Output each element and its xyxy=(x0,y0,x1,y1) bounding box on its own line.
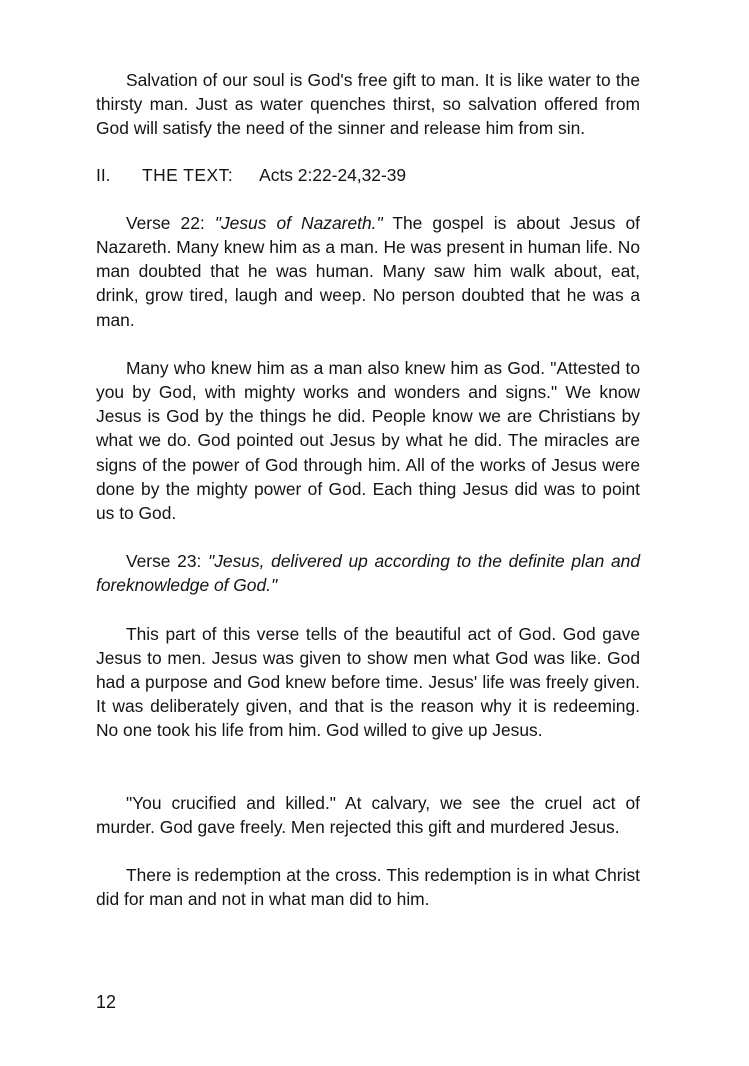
verse-22-paragraph xyxy=(96,211,640,332)
section-number: II. xyxy=(96,164,111,185)
verse-22-text: The gospel is about Jesus of Nazareth. Many knew him as a man. He was present in human life. No man doubted that he was human. Many saw him walk about, eat, drink, grow tired, laugh and weep. No person doubted that he was a man. xyxy=(96,212,640,330)
scripture-reference: Acts 2:22-24,32-39 xyxy=(259,164,407,185)
act-of-god-paragraph: This part of this verse tells of the beautiful act of God. God gave Jesus to men. Jesus was given to show men what God was like. God had a purpose and God knew before time. Jesus' life was freely given. It was deliberately given, and that is the reason why it is redeeming. No one took his life from him. God willed to give up Jesus. xyxy=(96,623,640,741)
verse-22-label: Verse 22: xyxy=(126,212,215,233)
works-paragraph: Many who knew him as a man also knew him as God. "Attested to you by God, with mighty works and wonders and signs." We know Jesus is God by the things he did. People know we are Christians by what we do. God pointed out Jesus by what he did. The miracles are signs of the power of God through him. All of the works of Jesus were done by the mighty power of God. Each thing Jesus did was to point us to God. xyxy=(96,357,640,524)
section-heading xyxy=(96,163,640,187)
verse-22-quote: "Jesus of Nazareth." xyxy=(214,212,383,233)
section-title: THE TEXT: xyxy=(142,164,234,185)
verse-23-quote: "Jesus, delivered up according to the definite plan and foreknowledge of God." xyxy=(96,551,641,596)
page-body xyxy=(96,68,640,911)
intro-paragraph: Salvation of our soul is God's free gift to man. It is like water to the thirsty man. Just as water quenches thirst, so salvation offered from God will satisfy the need of the sinner and release him from sin. xyxy=(96,70,640,139)
redemption-paragraph: There is redemption at the cross. This redemption is in what Christ did for man and not in what man did to him. xyxy=(96,865,640,910)
verse-23-label: Verse 23: xyxy=(126,551,209,572)
crucified-paragraph: "You crucified and killed." At calvary, we see the cruel act of murder. God gave freely. Men rejected this gift and murdered Jesus. xyxy=(96,792,640,837)
page-number: 12 xyxy=(96,992,117,1012)
verse-23-paragraph xyxy=(96,549,640,597)
